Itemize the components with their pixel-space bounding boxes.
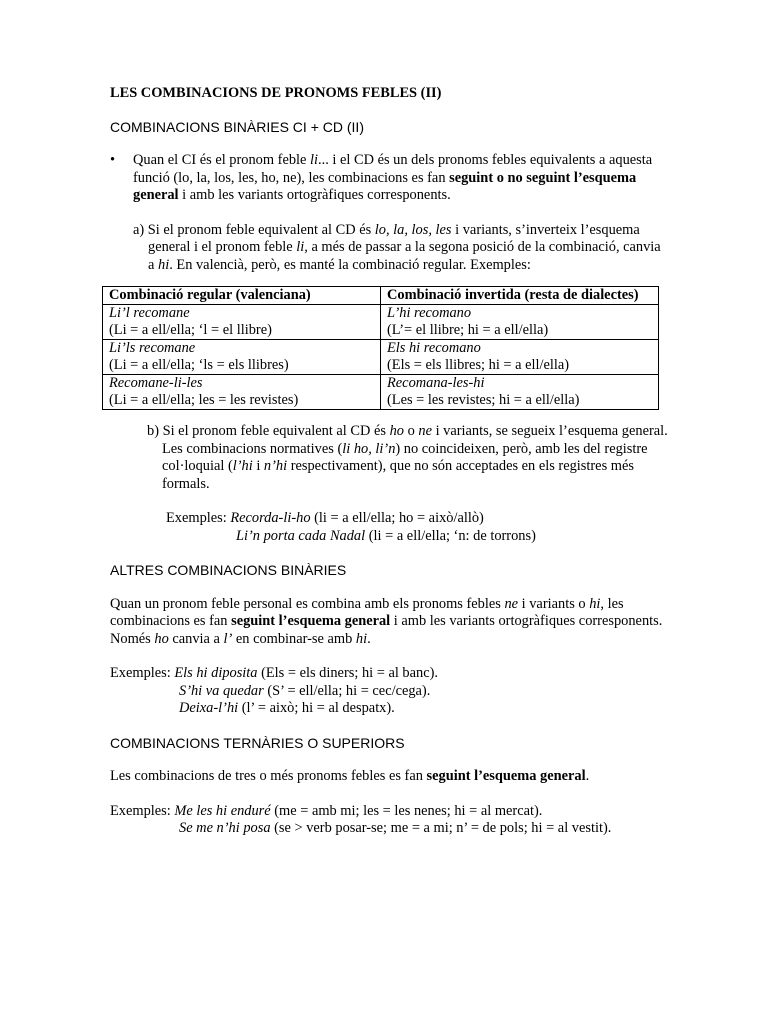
text: , a més de passar a la segona posició de la combinació, canvia a [148,239,661,273]
example-gloss: (Li = a ell/ella; ‘l = el llibre) [109,322,272,338]
text: i [252,458,264,474]
text-italic: ne [504,595,519,612]
text: ) no coincideixen, però, amb les del registre col·loquial ( [162,440,648,474]
item-a [133,222,670,275]
example-line [166,510,670,528]
example-italic: Li’n porta cada Nadal [236,527,366,544]
item-b [147,423,670,493]
table-header-regular: Combinació regular (valenciana) [103,287,381,305]
text-italic: li ho, li’n [342,440,396,457]
text: i variants, se segueix l’esquema general. Les combinacions normatives ( [162,423,668,457]
text: Quan un pronom feble personal es combina amb els pronoms febles [110,595,505,612]
example-italic: Recomana-les-hi [387,375,485,391]
text-italic: li [296,239,305,255]
example-gloss: (se > verb posar-se; me = a mi; n’ = de pols; hi = al vestit). [270,820,612,836]
table-row [103,375,659,410]
table-cell [381,375,659,410]
example-italic: L’hi recomano [387,305,472,321]
text: . [585,768,590,784]
bullet-paragraph [110,152,670,205]
table-cell [381,340,659,375]
paragraph-ternaries [110,768,670,786]
text-italic: lo, la, los, les [374,221,452,238]
example-gloss: (L’= el llibre; hi = a ell/ella) [387,322,549,338]
example-line [166,528,670,546]
example-line [110,820,670,838]
example-gloss: (Les = les revistes; hi = a ell/ella) [387,392,580,408]
text-italic: ho [389,423,404,439]
text-italic: ne [418,423,432,439]
table-cell [103,305,381,340]
item-b-examples [166,510,670,545]
table-cell [103,375,381,410]
example-line [110,683,670,701]
text-bold: seguint l’esquema general [426,768,586,784]
section-heading-altres: ALTRES COMBINACIONS BINÀRIES [110,562,347,578]
example-italic: Els hi recomano [387,340,481,356]
text: Les combinacions de tres o més pronoms febles es fan [110,768,427,784]
table-row [103,340,659,375]
table-header-row [103,287,659,305]
example-gloss: (l’ = això; hi = al despatx). [238,700,395,716]
example-italic: Se me n’hi posa [179,820,271,836]
example-gloss: (Els = els llibres; hi = a ell/ella) [387,357,570,373]
bullet-mark: • [110,152,116,168]
text: a) Si el pronom feble equivalent al CD és [133,221,375,238]
example-italic: Li’l recomane [109,305,190,321]
example-line [110,803,670,821]
example-italic: Li’ls recomane [109,340,196,356]
example-gloss: (Li = a ell/ella; ‘ls = els llibres) [109,357,289,373]
text-italic: ho [154,630,169,647]
example-italic: S’hi va quedar [179,682,264,699]
example-gloss: (me = amb mi; les = les nenes; hi = al mercat). [270,802,543,819]
example-gloss: (li = a ell/ella; ‘n: de torrons) [365,527,536,544]
example-gloss: (Els = els diners; hi = al banc). [257,665,438,681]
table-cell [381,305,659,340]
ternaries-examples [110,803,670,838]
altres-examples [110,665,670,718]
text-italic: li [310,152,319,168]
text-bold: seguint o no seguint l’esquema general [133,169,637,203]
document-page [110,85,670,838]
example-italic: Els hi diposita [174,665,258,681]
text: Quan el CI és el pronom feble [133,152,311,168]
section-heading-ternaries: COMBINACIONS TERNÀRIES O SUPERIORS [110,734,405,751]
examples-label: Exemples: [110,802,175,819]
section-heading-binaries-ci-cd: COMBINACIONS BINÀRIES CI + CD (II) [110,118,364,135]
example-line [110,700,670,718]
text: ... i el CD és un dels pronoms febles equivalents a aquesta funció (lo, la, los, les, ho, ne), les combinacions es fan [133,152,653,186]
text: b) Si el pronom feble equivalent al CD és [147,423,390,439]
text: en combinar-se amb [232,630,356,647]
text-bold: seguint l’esquema general [231,613,391,629]
examples-label: Exemples: [166,510,231,526]
paragraph-altres [110,596,670,649]
example-italic: Me les hi enduré [174,802,271,819]
text-italic: l’ [223,630,233,647]
text: . En valencià, però, es manté la combinació regular. Exemples: [169,256,531,273]
example-italic: Recorda-li-ho [230,510,311,526]
text-italic: hi [158,256,170,273]
example-line [110,665,670,683]
text-italic: hi [355,630,368,647]
text: . [367,630,371,647]
text-italic: n’hi [263,458,288,474]
text: , les combinacions es fan [110,595,624,629]
example-gloss: (S’ = ell/ella; hi = cec/cega). [263,682,431,699]
table-header-inverted: Combinació invertida (resta de dialectes) [381,287,659,305]
text: respectivament), que no són acceptades en els registres més formals. [162,458,634,492]
text-italic: hi [589,595,601,612]
text-italic: l’hi [232,458,253,474]
example-gloss: (Li = a ell/ella; les = les revistes) [109,392,299,408]
example-italic: Recomane-li-les [109,375,203,391]
text: i variants o [518,595,590,612]
text: i amb les variants ortogràfiques corresponents. [178,187,451,203]
text: i amb les variants ortogràfiques corresponents. Només [110,613,663,647]
text: o [403,423,419,439]
text: canvia a [168,630,224,647]
document-title: LES COMBINACIONS DE PRONOMS FEBLES (II) [110,85,442,101]
table-row [103,305,659,340]
combination-table [102,286,659,410]
text: i variants, s’inverteix l’esquema general i el pronom feble [148,221,640,255]
table-cell [103,340,381,375]
examples-label: Exemples: [110,665,175,681]
example-italic: Deixa-l’hi [179,700,239,716]
example-gloss: (li = a ell/ella; ho = això/allò) [310,510,484,526]
